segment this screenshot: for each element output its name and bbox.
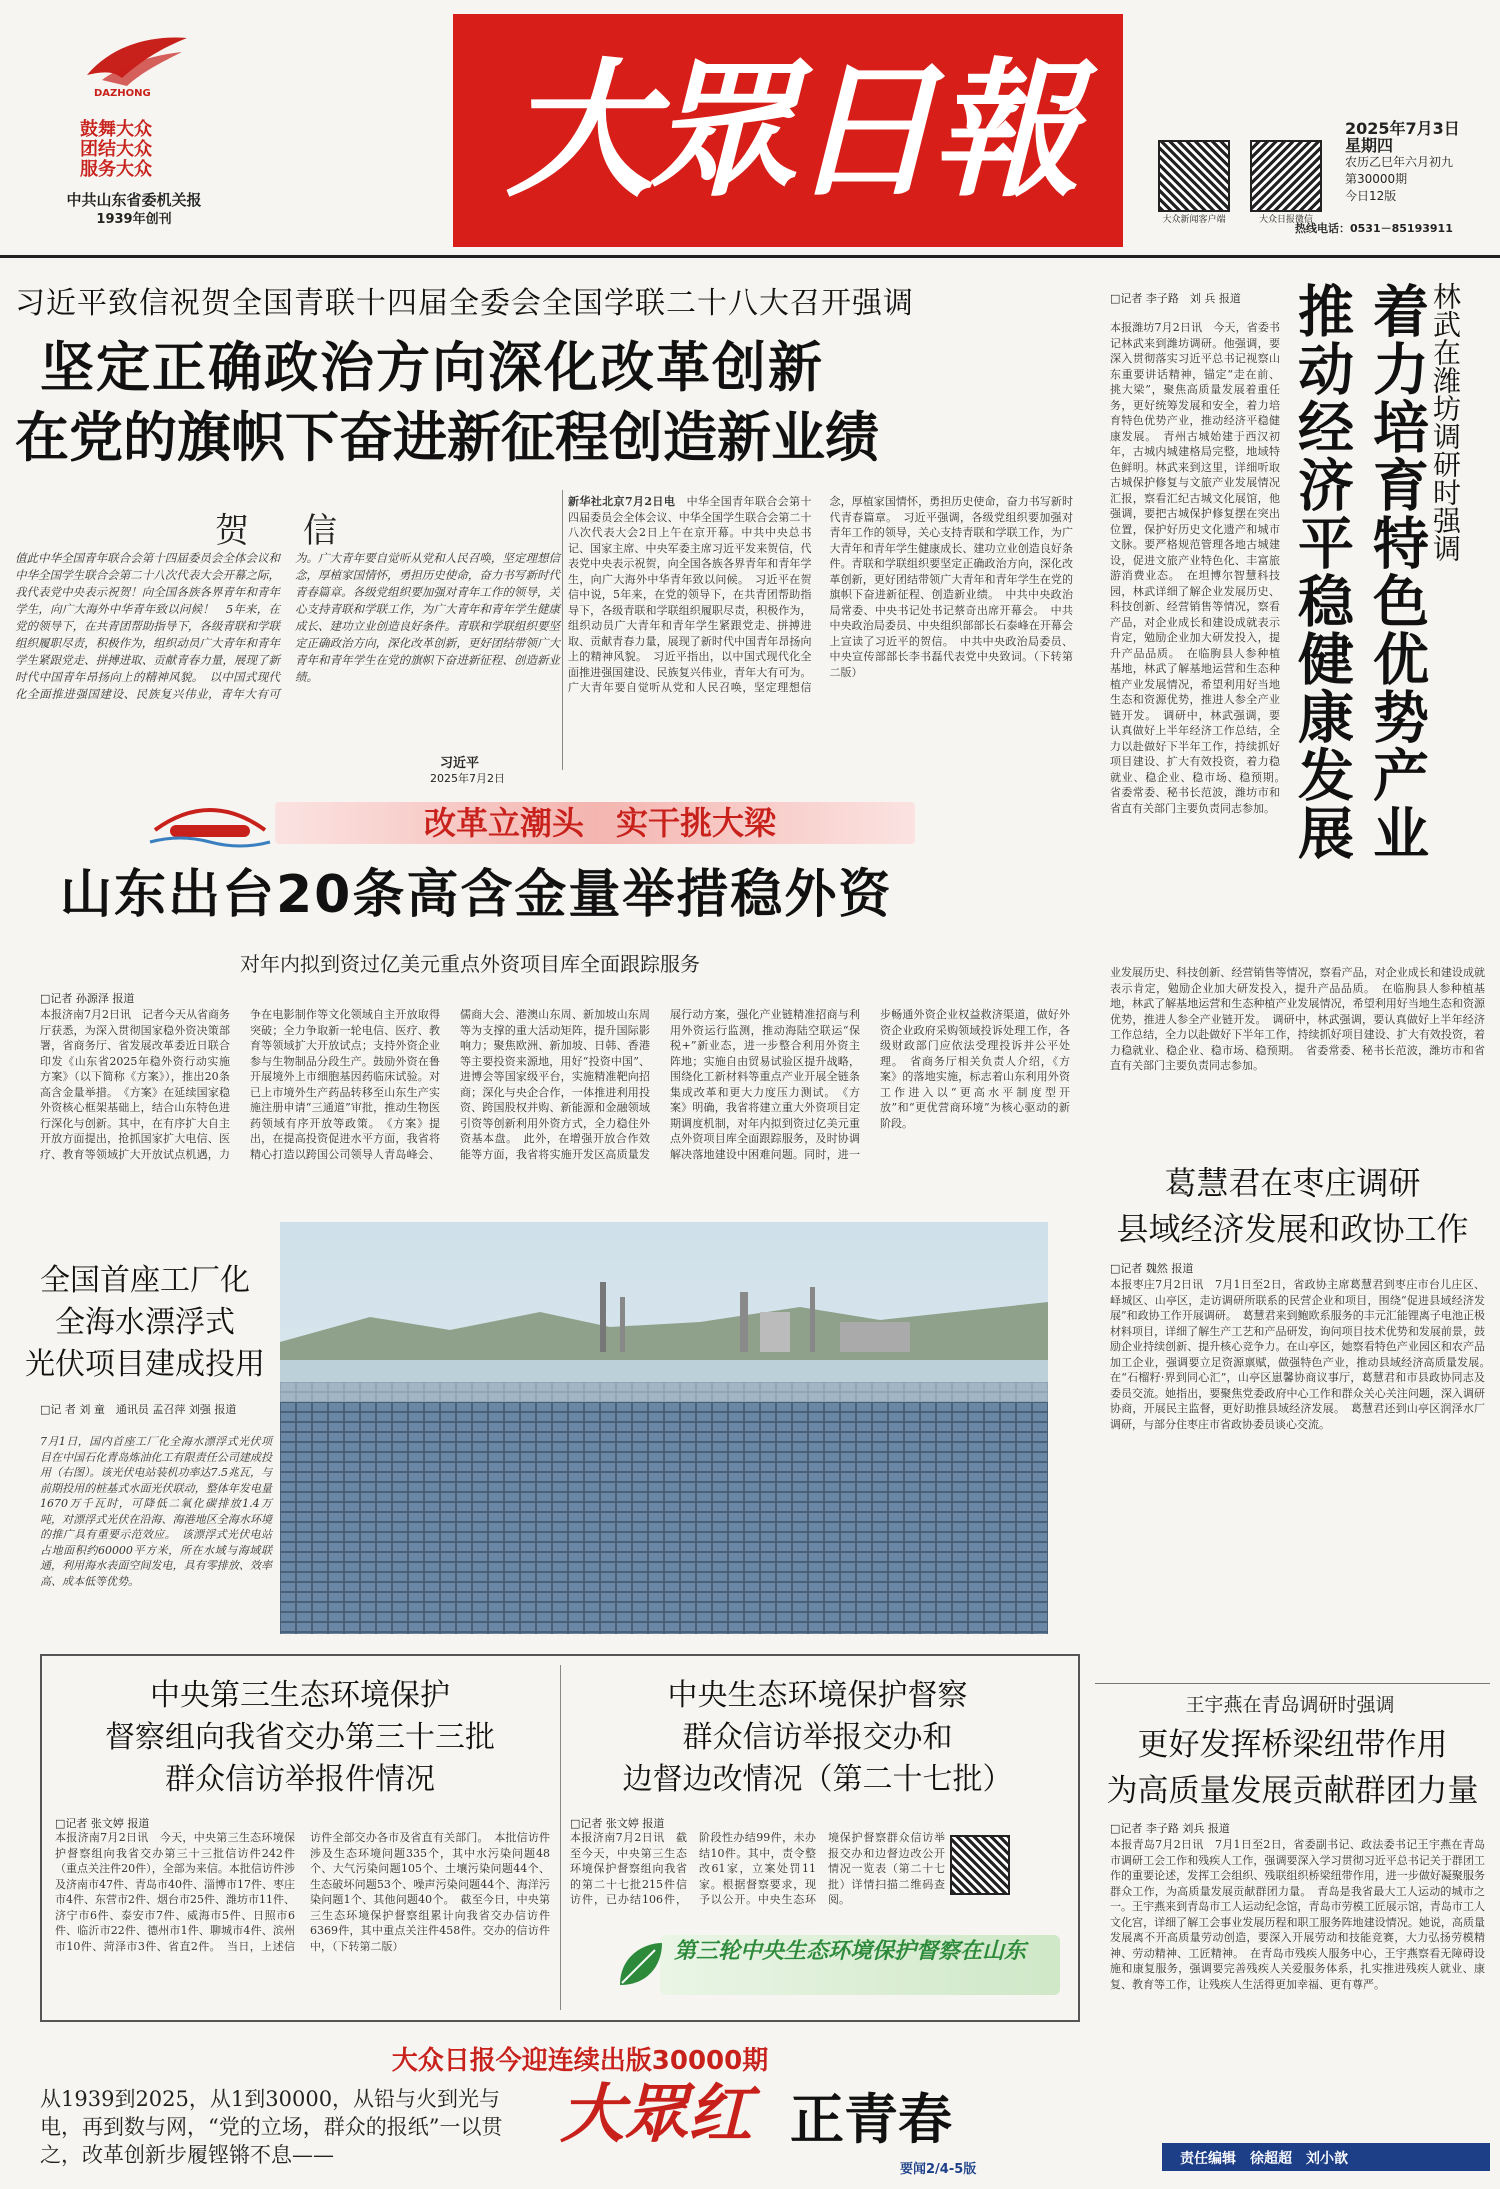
floating-pv-photo [280, 1222, 1048, 1634]
byline: □记者 李子路 刘 兵 报道 [1110, 292, 1241, 305]
xinhua-body [568, 494, 1073, 764]
byline: □记 者 刘 童 通讯员 孟召萍 刘强 报道 [40, 1403, 237, 1416]
issue-date: 2025年7月3日 [1345, 119, 1460, 138]
slogan-line: 服务大众 [80, 159, 152, 180]
divider [560, 1665, 561, 2010]
pv-title-line: 全海水漂浮式 [55, 1305, 235, 1340]
ge-title-line: 葛慧君在枣庄调研 [1164, 1164, 1421, 1202]
wang-title-line: 更好发挥桥梁纽带作用 [1137, 1727, 1448, 1763]
lin-headline-1: 着力培育特色优势产业 [1364, 282, 1429, 862]
train-emblem-icon [150, 790, 270, 850]
page-reference[interactable]: 要闻2/4-5版 [900, 2162, 977, 2177]
date-block [1345, 120, 1460, 205]
letter-date: 2025年7月2日 [430, 772, 505, 785]
issue-number: 第30000期 [1345, 172, 1408, 186]
qr-caption: 大众日报微信 [1258, 215, 1313, 225]
env-badge-text: 第三轮中央生态环境保护督察在山东 [673, 1939, 1026, 1964]
theme-banner-text: 改革立潮头 实干挑大梁 [423, 804, 776, 842]
xinhua-lead: 新华社北京7月2日电 [568, 495, 676, 508]
dazhong-bird-logo [82, 30, 192, 98]
slogans [80, 120, 152, 180]
newspaper-title: 大眾日報 [506, 43, 1074, 217]
byline: □记者 魏然 报道 [1110, 1262, 1194, 1275]
ge-headline [1095, 1160, 1490, 1252]
qr-code-icon [1158, 140, 1230, 212]
leaf-icon [610, 1935, 670, 1995]
foreign-headline: 山东出台20条高含金量举措稳外资 [60, 865, 893, 925]
lin-headline-2: 推动经济平稳健康发展 [1289, 282, 1354, 862]
brand-slogan: 正青春 [790, 2088, 952, 2151]
letter-sign: 习近平 [440, 756, 480, 771]
lin-body-narrow: 本报潍坊7月2日讯 今天，省委书记林武来到潍坊调研。他强调，要深入贯彻落实习近平总书记视察山东重要讲话精神，锚定“走在前、挑大梁”，聚焦高质量发展着重任务，更好统筹发展和安全，着力培育特色优势产业，推动经济平稳健康发展。 青州古城始建于西汉初年，古城内城建格局完整，地域特色鲜明。林武来到这里，详细听取古城保护修复与文旅产业发展情况汇报，察看汇纪古城文化展馆，他强调，要把古城保护修复摆在突出位置，保护好历史文化遗产和城市文脉。要严格规范管理各地古城建设，促进文旅产业特色化、丰富旅游消费业态。 在坦博尔智慧科技园，林武详细了解企业发展历史、科技创新、经营销售等情况，察看产品，对企业成长和建设成就表示肯定，勉励企业加大研发投入，提升产品品质。 在临朐县人参种植基地，林武了解基地运营和生态种植产业发展情况，希望利用好当地生态和资源优势，推进人参全产业链开发。 调研中，林武强调，要认真做好上半年经济工作总结，全力以赴做好下半年工作，持续抓好项目建设、扩大有效投资，着力稳就业、稳企业、稳市场、稳预期。 省委常委、秘书长范波，潍坊市和省直有关部门主要负责同志参加。 [1110, 321, 1291, 815]
byline: □记者 李子路 刘兵 报道 [1110, 1822, 1230, 1835]
env2-title-line: 群众信访举报交办和 [682, 1720, 953, 1755]
qr-app[interactable] [1158, 140, 1230, 225]
pv-title-line: 光伏项目建成投用 [25, 1347, 265, 1382]
weekday: 星期四 [1345, 136, 1394, 155]
ge-body: 本报枣庄7月2日讯 7月1日至2日，省政协主席葛慧君到枣庄市台儿庄区、峄城区、山亭区，走访调研所联系的民营企业和项目，围绕“促进县域经济发展”和政协工作开展调研。 葛慧君来到鲍欧系服务的丰元汇能锂离子电池正极材料项目，详细了解生产工艺和产品研发，询问项目技术优势和发展前景，鼓励企业持续创新、提升核心竞争力。在山亭区，她察看特色产业园区和农产品加工企业，强调要立足资源禀赋，做强特色产业，推动县域经济高质量发展。 在“石榴籽·界到同心汇”，山亭区崽馨协商议事厅，葛慧君和市县政协同志及委员交流。她指出，要聚焦党委政府中心工作和群众关心关注问题，深入调研协商，开展民主监督，更好助推县域经济发展。 葛慧君还到山亭区润泽水厂调研，与部分住枣庄市省政协委员谈心交流。 [1110, 1278, 1496, 1431]
env1-headline [55, 1675, 545, 1801]
brand-label: DAZHONG [94, 88, 151, 99]
promo-line: 大众日报今迎连续出版30000期 [391, 2046, 769, 2076]
wang-headline [1095, 1722, 1490, 1814]
qr-caption: 大众新闻客户端 [1162, 215, 1226, 225]
qr-wechat[interactable] [1250, 140, 1322, 225]
pv-body: 7月1日，国内首座工厂化全海水漂浮式光伏项目在中国石化青岛炼油化工有限责任公司建成投用（右图）。该光伏电站装机功率达7.5兆瓦，与前期投用的桩基式水面光伏联动，整体年发电量1670万千瓦时，可降低二氧化碳排放1.4万吨，对漂浮式光伏在沿海、海港地区全海水环境的推广具有重要示范效应。 该漂浮式光伏电站占地面积约60000平方米，所在水域与海域联通，利用海水表面空间发电，具有零排放、效率高、成本低等优势。 [40, 1435, 272, 1588]
env1-body: 本报济南7月2日讯 今天，中央第三生态环境保护督察组向我省交办第三十三批信访件242件（重点关注件20件），全部为来信。本批信访件涉及济南市47件、青岛市40件、淄博市17件、枣庄市4件、东营市2件、烟台市25件、潍坊市11件、济宁市6件、泰安市7件、威海市5件、日照市6件、临沂市22件、德州市1件、聊城市4件、滨州市10件、菏泽市3件、省直2件。 当日，上述信访件全部交办各市及省直有关部门。 本批信访件涉及生态环境问题335个，其中水污染问题48个、大气污染问题105个、土壤污染问题44个、生态破坏问题53个、噪声污染问题44个、海洋污染问题1个、其他问题40个。 截至今日，中央第三生态环境保护督察组累计向我省交办信访件6369件，其中重点关注件458件。交办的信访件中，（下转第二版） [55, 1831, 550, 1953]
page-count: 今日12版 [1345, 189, 1397, 203]
env2-headline [565, 1675, 1070, 1801]
qr-code-icon[interactable] [950, 1835, 1010, 1895]
wang-title-line: 为高质量发展贡献群团力量 [1106, 1773, 1479, 1809]
lead-headline-2: 在党的旗帜下奋进新征程创造新业绩 [15, 406, 879, 469]
photo-image [280, 1222, 1048, 1634]
env1-title-line: 中央第三生态环境保护 [150, 1678, 450, 1713]
foreign-subtitle: 对年内拟到资过亿美元重点外资项目库全面跟踪服务 [240, 952, 700, 976]
pv-title-line: 全国首座工厂化 [40, 1263, 250, 1298]
divider [1095, 1683, 1490, 1684]
divider [562, 490, 563, 770]
lin-kicker: 林武在潍坊调研时强调 [1429, 282, 1462, 562]
publisher: 中共山东省委机关报 [66, 191, 202, 209]
lin-body-cont: 业发展历史、科技创新、经营销售等情况，察看产品，对企业成长和建设成就表示肯定，勉励企业加大研发投入，提升产品品质。 在临朐县人参种植基地，林武了解基地运营和生态种植产业发展情况，希望利用好当地生态和资源优势，推进人参全产业链开发。 调研中，林武强调，要认真做好上半年经济工作总结，全力以赴做好下半年工作，持续抓好项目建设、扩大有效投资，着力稳就业、稳企业、稳市场、稳预期。 省委常委、秘书长范波，潍坊市和省直有关部门主要负责同志参加。 [1110, 966, 1485, 1072]
xinhua-text: 中华全国青年联合会第十四届委员会全体会议、中华全国学生联合会第二十八次代表大会2日上午在京开幕。中共中央总书记、国家主席、中央军委主席习近平发来贺信，代表党中央表示祝贺，向全国各族各界青年和青年学生，向广大海外中华青年致以问候。 习近平在贺信中说，5年来，在党的领导下，在共青团帮助指导下，各级青联和学联组织履职尽责，积极作为，组织动员广大青年和青年学生紧跟党走、拼搏进取、贡献青春力量，展现了新时代中国青年昂扬向上的精神风貌。 习近平指出，以中国式现代化全面推进强国建设、民族复兴伟业，青年大有可为。广大青年要自觉听从党和人民召唤，坚定理想信念，厚植家国情怀，勇担历史使命，奋力书写新时代青春篇章。 习近平强调，各级党组织要加强对青年工作的领导，关心支持青联和学联工作，为广大青年和青年学生健康成长、建功立业创造良好条件。青联和学联组织要坚定正确政治方向，深化改革创新，更好团结带领广大青年和青年学生在党的旗帜下奋进新征程、创造新业绩。 中共中央政治局常委、中央书记处书记蔡奇出席开幕会。 中共中央政治局委员、中央组织部部长石泰峰在开幕会上宣读了习近平的贺信。 中共中央政治局委员、中央宣传部部长李书磊代表党中央致词。（下转第二版） [568, 495, 1073, 694]
lead-kicker: 习近平致信祝贺全国青联十四届全委会全国学联二十八大召开强调 [15, 286, 914, 321]
pv-headline [15, 1260, 275, 1386]
byline: □记者 孙源泽 报道 [40, 992, 135, 1005]
ge-title-line: 县域经济发展和政协工作 [1116, 1210, 1469, 1248]
env2-body: 本报济南7月2日讯 截至今天，中央第三生态环境保护督察组向我省的第二十七批215件信访件，已办结106件，阶段性办结99件，未办结10件。其中，责令整改61家，立案处罚11家。根据督察要求，现予以公开。中央生态环境保护督察群众信访举报交办和边督边改公开情况一览表（第二十七批）详情扫描二维码查阅。 [570, 1831, 945, 1906]
slogan-line: 鼓舞大众 [80, 119, 152, 140]
byline: □记者 张文婷 报道 [55, 1817, 150, 1830]
wang-kicker: 王宇燕在青岛调研时强调 [1185, 1694, 1395, 1716]
letter-body: 值此中华全国青年联合会第十四届委员会全体会议和中华全国学生联合会第二十八次代表大会开幕之际，我代表党中央表示祝贺！向全国各族各界青年和青年学生，向广大海外中华青年致以问候！ 5年来，在党的领导下，在共青团帮助指导下，各级青联和学联组织履职尽责，积极作为，组织动员广大青年和青年学生紧跟党走、拼搏进取、贡献青春力量，展现了新时代中国青年昂扬向上的精神风貌。 以中国式现代化全面推进强国建设、民族复兴伟业，青年大有可为。广大青年要自觉听从党和人民召唤，坚定理想信念，厚植家国情怀，勇担历史使命，奋力书写新时代青春篇章。各级党组织要加强对青年工作的领导，关心支持青联和学联工作，为广大青年和青年学生健康成长、建功立业创造良好条件。青联和学联组织要坚定正确政治方向，深化改革创新，更好团结带领广大青年和青年学生在党的旗帜下奋进新征程、创造新业绩。 [15, 551, 560, 701]
foreign-body: 本报济南7月2日讯 记者今天从省商务厅获悉，为深入贯彻国家稳外资决策部署，省商务厅、省发展改革委近日联合印发《山东省2025年稳外资行动实施方案》（以下简称《方案》），推出20条高含金量举措。 《方案》在延续国家稳外资核心框架基础上，结合山东特色进行深化与创新。其中，在有序扩大自主开放方面提出，抢抓国家扩大电信、医疗、教育等领域扩大开放试点机遇，力争在电影制作等文化领域自主开放取得突破；全力争取新一轮电信、医疗、教育等领域扩大开放试点；支持外资企业参与生物制品分段生产。鼓励外资在鲁开展境外上市细胞基因药临床试验。对已上市境外生产药品转移至山东生产实施注册申请“三通道”审批，推动生物医药领域有序开放等政策。 《方案》提出，在提高投资促进水平方面，我省将精心打造以跨国公司领导人青岛峰会、儒商大会、港澳山东周、新加坡山东周等为支撑的重大活动矩阵，提升国际影响力；聚焦欧洲、新加坡、日韩、香港等主要投资来源地，用好“投资中国”、进博会等国家级平台，实施精准靶向招商；深化与央企合作，一体推进利用投资、跨国股权并购、新能源和金融领域引资等创新利用外资方式，全力稳住外资基本盘。 此外，在增强开放合作效能等方面，我省将实施开发区高质量发展行动方案，强化产业链精准招商与利用外资运行监测，推动海陆空联运“保税+”新业态，进一步整合利用外资主阵地；实施自由贸易试验区提升战略，围绕化工新材料等重点产业开展全链条集成改革和更大力度压力测试。 《方案》明确，我省将建立重大外资项目定期调度机制，对年内拟到资过亿美元重点外资项目库全面跟踪服务，及时协调解决落地建设中困难问题。同时，进一步畅通外资企业权益救济渠道，做好外资企业政府采购领域投诉处理工作，各级财政部门应依法受理投诉并公平处理。 省商务厅相关负责人介绍，《方案》的落地实施，标志着山东利用外资工作进入以“更高水平制度型开放”和“更优营商环境”为核心驱动的新阶段。 [40, 1008, 1070, 1161]
header-rule [0, 255, 1500, 258]
publisher-block [44, 190, 224, 230]
env1-title-line: 督察组向我省交办第三十三批 [105, 1720, 495, 1755]
wang-body: 本报青岛7月2日讯 7月1日至2日，省委副书记、政法委书记王宇燕在青岛市调研工会工作和残疾人工作，强调要深入学习贯彻习近平总书记关于群团工作的重要论述，发挥工会组织、残联组织桥梁纽带作用，进一步做好凝聚服务群众工作，为高质量发展贡献群团力量。 青岛是我省最大工人运动的城市之一。王宇燕来到青岛市工人运动纪念馆，青岛市劳模工匠展示馆，青岛市工人文化宫，详细了解工会事业发展历程和职工服务阵地建设情况。她说，高质量发展离不开高质量劳动创造，要深入开展劳动和技能竞赛，大力弘扬劳模精神、劳动精神、工匠精神。 在青岛市残疾人服务中心，王宇燕察看无障碍设施和康复服务，强调要完善残疾人关爱服务体系，扎实推进残疾人就业、康复、教育等工作，让残疾人生活得更加幸福、更有尊严。 [1110, 1838, 1485, 1991]
lunar-date: 农历乙巳年六月初九 [1345, 155, 1454, 169]
qr-code-icon [1250, 140, 1322, 212]
brand-red: 大眾红 [560, 2077, 752, 2152]
hotline: 热线电话：0531－85193911 [1295, 222, 1453, 235]
slogan-line: 团结大众 [80, 139, 152, 160]
env1-title-line: 群众信访举报件情况 [165, 1762, 435, 1797]
editor-credit: 责任编辑 徐超超 刘小歆 [1180, 2151, 1348, 2167]
env2-title-line: 边督边改情况（第二十七批） [622, 1762, 1013, 1797]
byline: □记者 张文婷 报道 [570, 1817, 665, 1830]
env2-title-line: 中央生态环境保护督察 [667, 1678, 968, 1713]
footer-text: 从1939到2025，从1到30000，从铅与火到光与电，再到数与网，“党的立场，群众的报纸”一以贯之，改革创新步履铿锵不息—— [40, 2087, 503, 2167]
letter-title: 贺 信 [215, 511, 347, 551]
lead-headline-1: 坚定正确政治方向深化改革创新 [40, 336, 824, 399]
founded: 1939年创刊 [96, 212, 172, 227]
